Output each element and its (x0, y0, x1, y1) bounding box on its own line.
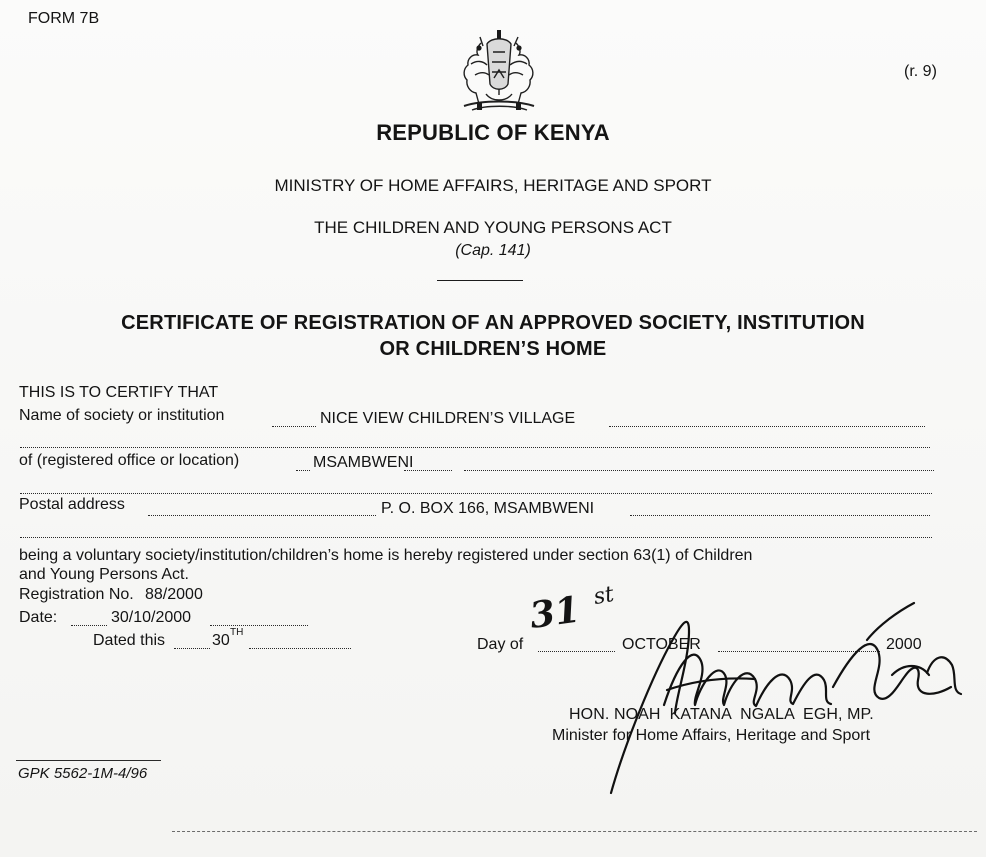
republic-heading: REPUBLIC OF KENYA (376, 120, 610, 145)
postal-continuation-dots (20, 537, 932, 538)
office-trailing-dots (464, 470, 934, 471)
act-name: THE CHILDREN AND YOUNG PERSONS ACT (314, 218, 672, 237)
certificate-title-line-2: OR CHILDREN’S HOME (379, 338, 607, 360)
postal-leader-dots (148, 515, 376, 516)
postal-trailing-dots (630, 515, 930, 516)
dated-label: Dated this (93, 632, 166, 649)
year-value: 2000 (886, 636, 922, 653)
minister-name: HON. NOAH KATANA NGALA EGH, MP. (569, 706, 874, 723)
coat-of-arms-icon (448, 30, 550, 118)
postal-value: P. O. BOX 166, MSAMBWENI (381, 500, 595, 517)
name-continuation-dots (20, 447, 930, 448)
handwritten-day-suffix: st (591, 581, 616, 610)
office-leader-dots (296, 470, 310, 471)
heading-divider (437, 280, 523, 281)
print-code: GPK 5562-1M-4/96 (18, 765, 148, 782)
footer-rule (16, 760, 161, 761)
registration-label: Registration No. (19, 586, 134, 603)
date-leader-dots (71, 625, 107, 626)
form-number: FORM 7B (28, 10, 100, 27)
dated-value: 30 (212, 632, 230, 649)
office-continuation-dots (20, 493, 932, 494)
statement-line-1: being a voluntary society/institution/children’s home is hereby registered under section 63(1) of Children (19, 547, 753, 564)
date-trailing-dots (210, 625, 308, 626)
office-value: MSAMBWENI (313, 454, 414, 471)
dated-trailing-dots (249, 648, 351, 649)
certificate-title (0, 310, 986, 362)
month-value: OCTOBER (622, 636, 701, 653)
handwritten-day: 31 (527, 588, 583, 637)
name-value: NICE VIEW CHILDREN’S VILLAGE (320, 410, 576, 427)
dated-suffix: TH (230, 627, 244, 638)
office-label: of (registered office or location) (19, 452, 240, 469)
office-value-dots (404, 470, 452, 471)
statement-line-2: and Young Persons Act. (19, 566, 189, 583)
day-label: Day of (477, 636, 524, 653)
name-leader-dots (272, 426, 316, 427)
name-label: Name of society or institution (19, 407, 225, 424)
date-label: Date: (19, 609, 58, 626)
act-chapter: (Cap. 141) (455, 242, 531, 259)
certificate-title-line-1: CERTIFICATE OF REGISTRATION OF AN APPROVED SOCIETY, INSTITUTION (121, 312, 865, 334)
registration-value: 88/2000 (145, 586, 203, 603)
certify-intro: THIS IS TO CERTIFY THAT (19, 384, 219, 401)
minister-title: Minister for Home Affairs, Heritage and Sport (552, 727, 871, 744)
bottom-dashed-rule (172, 831, 977, 832)
postal-label: Postal address (19, 496, 125, 513)
dated-leader-dots (174, 648, 210, 649)
name-trailing-dots (609, 426, 925, 427)
minister-signature-icon (585, 583, 975, 803)
ministry-name: MINISTRY OF HOME AFFAIRS, HERITAGE AND SPORT (274, 176, 712, 195)
rule-reference: (r. 9) (904, 63, 937, 80)
date-value: 30/10/2000 (111, 609, 192, 626)
